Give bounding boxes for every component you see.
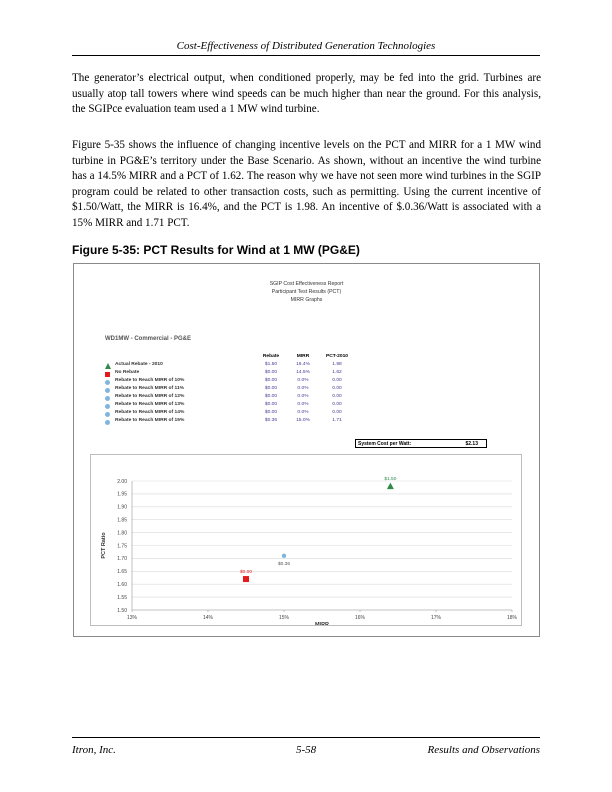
footer-page-number: 5-58: [296, 744, 317, 756]
figure-title: Figure 5-35: PCT Results for Wind at 1 MW (PG&E): [72, 243, 360, 257]
y-tick-label: 1.75: [117, 543, 127, 550]
col-header-rebate: Rebate: [262, 354, 280, 359]
x-tick-label: 13%: [126, 615, 138, 621]
report-graph-label: MIRR Graphs: [290, 297, 323, 303]
footer-section: Results and Observations: [427, 744, 540, 756]
table-row: Rebate to Reach MIRR of 12% $0.00 0.0% 0.00: [105, 394, 365, 402]
x-tick-label: 16%: [354, 615, 366, 621]
y-tick-label: 1.50: [117, 607, 127, 614]
report-title: SGIP Cost Effectiveness Report: [269, 281, 344, 287]
y-tick-label: 1.65: [117, 569, 127, 576]
y-tick-label: 2.00: [117, 478, 127, 485]
paragraph-1: The generator’s electrical output, when conditioned properly, may be fed into the grid. Turbines are usually atop tall towers where wind speeds can be much higher than near the ground. For this analysis, the SGIPce evaluation team used a 1 MW wind turbine.: [72, 72, 541, 116]
dot-marker-icon: [105, 412, 110, 417]
system-cost-label: System Cost per Watt:: [358, 441, 412, 447]
col-header-mirr: MIRR: [296, 354, 310, 359]
y-tick-label: 1.90: [117, 504, 127, 511]
square-marker-icon: [105, 372, 110, 377]
system-cost-box: [355, 439, 487, 448]
x-axis-title: MIRR: [314, 622, 330, 625]
table-row: Rebate to Reach MIRR of 10% $0.00 0.0% 0.00: [105, 378, 365, 386]
system-cost-value: $2.13: [465, 441, 478, 447]
footer-company: Itron, Inc.: [72, 744, 116, 756]
dot-marker-icon: [105, 396, 110, 401]
header-rule: [72, 55, 540, 56]
x-tick-label: 14%: [202, 615, 214, 621]
table-row: No Rebate $0.00 14.5% 1.62: [105, 370, 365, 378]
data-point-dot: [282, 554, 286, 558]
running-header: Cost-Effectiveness of Distributed Generation Technologies: [176, 40, 436, 52]
data-point-triangle: [387, 483, 394, 490]
table-row: Rebate to Reach MIRR of 11% $0.00 0.0% 0.00: [105, 386, 365, 394]
table-row: Rebate to Reach MIRR of 13% $0.00 0.0% 0.00: [105, 402, 365, 410]
y-tick-label: 1.55: [117, 594, 127, 601]
x-tick-label: 18%: [506, 615, 518, 621]
y-tick-label: 1.70: [117, 556, 127, 563]
dot-marker-icon: [105, 404, 110, 409]
data-point-square: [243, 576, 249, 582]
report-subtitle: Participant Test Results (PCT): [271, 289, 342, 295]
y-axis-title: PCT Ratio: [101, 532, 107, 559]
y-tick-label: 1.85: [117, 517, 127, 524]
triangle-marker-icon: [105, 363, 111, 369]
table-row: Actual Rebate - 2010 $1.50 16.4% 1.98: [105, 362, 365, 370]
col-header-pct: PCT-2010: [325, 354, 349, 359]
y-tick-label: 1.95: [117, 491, 127, 498]
data-label: $1.50: [384, 477, 397, 483]
data-label: $0.36: [277, 561, 291, 567]
pct-mirr-chart: [90, 454, 522, 626]
data-label: $0.00: [239, 570, 253, 576]
dot-marker-icon: [105, 420, 110, 425]
table-row: Rebate to Reach MIRR of 14% $0.00 0.0% 0.00: [105, 410, 365, 418]
figure-frame: [73, 263, 540, 637]
footer-rule: [72, 737, 540, 738]
dot-marker-icon: [105, 380, 110, 385]
table-row: Rebate to Reach MIRR of 15% $0.36 15.0% 1.71: [105, 418, 365, 426]
y-tick-label: 1.60: [117, 582, 127, 588]
chart-svg: [91, 455, 521, 625]
y-tick-label: 1.80: [117, 530, 127, 537]
paragraph-2: Figure 5-35 shows the influence of changing incentive levels on the PCT and MIRR for a 1 MW wind turbine in PG&E’s territory under the Base Scenario. As shown, without an incentive the wind turbine has a 14.5% MIRR and a PCT of 1.62. The reason why we have not seen more wind turbines in the SGIP program could be related to other transaction costs, such as permitting. Using the current incentive of $1.50/Watt, the MIRR is 16.4%, and the PCT is 1.98. An incentive of $.0.36/Watt is associated with a 15% MIRR and 1.71 PCT.: [72, 139, 541, 229]
technology-label: WD1MW - Commercial - PG&E: [105, 336, 192, 342]
x-tick-label: 17%: [430, 615, 442, 621]
x-tick-label: 15%: [278, 615, 290, 621]
dot-marker-icon: [105, 388, 110, 393]
